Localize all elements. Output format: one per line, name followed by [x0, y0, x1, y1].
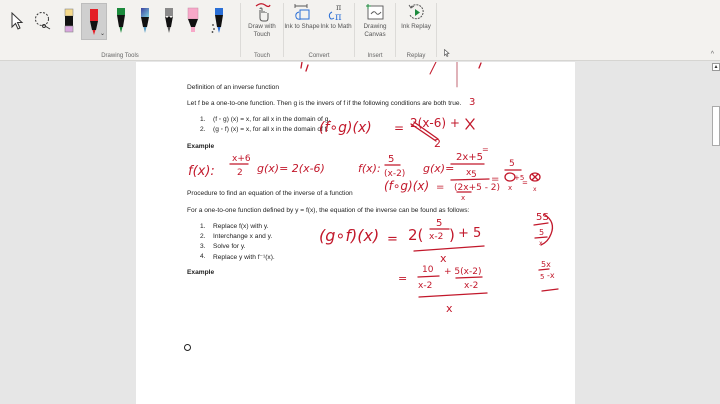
select-objects-button[interactable]: [7, 4, 29, 38]
svg-text:x: x: [440, 252, 447, 265]
pen-icon: [139, 7, 151, 35]
svg-text:g(x)= 2(x-6): g(x)= 2(x-6): [257, 162, 325, 175]
galaxy-pen-button[interactable]: [134, 4, 156, 38]
svg-text:2(: 2(: [408, 226, 424, 244]
collapse-ribbon-button[interactable]: ^: [710, 51, 714, 58]
ribbon: [0, 0, 720, 61]
svg-text:x: x: [539, 240, 543, 247]
ink-to-shape-button[interactable]: [284, 2, 320, 48]
example-1-heading: Example: [187, 143, 215, 150]
highlighter-icon: [186, 7, 200, 35]
step-4-num: 4.: [200, 253, 206, 260]
draw-with-touch-button[interactable]: [242, 2, 282, 48]
step-2-num: 2.: [200, 233, 206, 240]
step-3-num: 3.: [200, 243, 206, 250]
ink-to-shape-icon: [291, 2, 313, 22]
drawing-tools-group: [0, 0, 240, 61]
definition-paragraph: Let f be a one-to-one function. Then g is the invers of f if the following conditions are both true.: [187, 100, 462, 107]
lasso-select-button[interactable]: [32, 4, 54, 38]
ink-replay-icon: [405, 2, 427, 22]
svg-text:3: 3: [469, 97, 476, 108]
svg-text:+5: +5: [514, 174, 525, 182]
chevron-down-icon[interactable]: ⌄: [99, 31, 105, 37]
svg-text:(f∘g)(x): (f∘g)(x): [319, 120, 372, 136]
svg-text:-x: -x: [547, 271, 555, 280]
step-1-num: 1.: [200, 223, 206, 230]
svg-text:x: x: [446, 302, 453, 315]
replay-label: Replay: [406, 53, 426, 59]
svg-text:(f∘g)(x): (f∘g)(x): [384, 179, 430, 193]
touch-group: [241, 0, 283, 61]
drawing-canvas-icon: [364, 2, 386, 22]
ink-to-math-button[interactable]: [318, 2, 354, 48]
definition-heading: Definition of an inverse function: [187, 84, 280, 91]
ink-to-shape-label: Ink to Shape: [284, 23, 320, 30]
svg-text:x: x: [533, 186, 537, 193]
svg-text:(g∘f)(x): (g∘f)(x): [319, 226, 380, 245]
svg-text:5: 5: [540, 273, 545, 281]
draw-with-touch-label: Draw with Touch: [248, 23, 276, 38]
convert-label: Convert: [308, 53, 330, 59]
step-4-text: Replace y with f⁻¹(x).: [213, 254, 275, 261]
step-2-text: Interchange x and y.: [213, 233, 273, 240]
svg-text:=: =: [436, 182, 445, 193]
condition-2-text: (g ◦ f) (x) = x, for all x in the domain of f.: [213, 126, 329, 133]
vertical-scrollbar[interactable]: [711, 62, 720, 404]
svg-text:π: π: [336, 3, 342, 12]
red-pen-button[interactable]: [81, 3, 107, 40]
svg-text:(x-2): (x-2): [384, 169, 406, 179]
document-page[interactable]: [136, 62, 575, 404]
svg-text:=: =: [387, 232, 398, 247]
replay-group: [396, 0, 436, 61]
svg-text:5S: 5S: [536, 212, 549, 223]
svg-text:10: 10: [422, 265, 434, 275]
svg-text:π: π: [335, 12, 342, 22]
step-1-text: Replace f(x) with y.: [213, 223, 269, 230]
mouse-pointer-icon: [444, 49, 450, 57]
svg-text:(2x+5 - 2): (2x+5 - 2): [454, 183, 501, 193]
gray-pen-button[interactable]: [158, 4, 180, 38]
condition-1-text: (f ◦ g) (x) = x, for all x in the domain of g.: [213, 116, 331, 123]
convert-group: [284, 0, 354, 61]
eraser-icon: [63, 8, 75, 34]
action-pen-button[interactable]: [207, 4, 229, 38]
insert-group: [355, 0, 395, 61]
pen-icon: [163, 7, 175, 35]
pink-highlighter-button[interactable]: [182, 4, 204, 38]
svg-text:5: 5: [509, 159, 515, 169]
pen-icon: [88, 8, 100, 36]
ink-to-math-icon: [325, 2, 347, 22]
pen-icon: [115, 7, 127, 35]
svg-text:g(x)=: g(x)=: [423, 162, 455, 175]
procedure-paragraph: For a one-to-one function defined by y = f(x), the equation of the inverse can be found as follows:: [187, 207, 470, 214]
touch-label: Touch: [253, 53, 270, 59]
svg-text:x-2: x-2: [464, 281, 479, 291]
insert-label: Insert: [367, 53, 383, 59]
svg-text:x: x: [466, 168, 472, 178]
scrollbar-thumb[interactable]: [712, 106, 720, 146]
ink-replay-button[interactable]: [396, 2, 436, 48]
svg-text:=: =: [398, 272, 408, 285]
svg-text:x: x: [508, 184, 513, 192]
svg-text:x+6: x+6: [232, 154, 251, 164]
action-pen-icon: [211, 7, 225, 35]
svg-text:=: =: [491, 174, 500, 185]
svg-text:5: 5: [388, 154, 395, 165]
example-2-heading: Example: [187, 269, 215, 276]
lasso-icon: [33, 11, 53, 31]
svg-text:5x: 5x: [541, 260, 551, 269]
svg-text:2(x-6) +: 2(x-6) +: [410, 116, 460, 130]
svg-text:): ): [449, 226, 455, 244]
arrow-cursor-icon: [10, 12, 26, 30]
ink-replay-label: Ink Replay: [401, 23, 431, 30]
svg-text:f(x):: f(x):: [358, 162, 381, 175]
pen-cursor-icon: [184, 344, 191, 351]
draw-with-touch-icon: [251, 2, 273, 22]
drawing-canvas-button[interactable]: [355, 2, 395, 48]
svg-text:+ 5(x-2): + 5(x-2): [444, 267, 482, 277]
svg-text:x-2: x-2: [418, 281, 433, 291]
svg-text:x-2: x-2: [429, 232, 444, 242]
scroll-up-button[interactable]: ▴: [712, 63, 720, 71]
svg-text:+ 5: + 5: [458, 226, 482, 241]
procedure-heading: Procedure to find an equation of the inverse of a function: [187, 190, 353, 197]
svg-text:2: 2: [434, 137, 441, 150]
svg-text:5: 5: [471, 170, 477, 180]
condition-2-num: 2.: [200, 126, 206, 133]
drawing-canvas-label: Drawing Canvas: [363, 23, 387, 38]
ink-to-math-label: Ink to Math: [320, 23, 352, 30]
svg-text:5: 5: [539, 228, 545, 237]
eraser-button[interactable]: [58, 4, 80, 38]
step-3-text: Solve for y.: [213, 243, 246, 250]
condition-1-num: 1.: [200, 116, 206, 123]
svg-text:2x+5: 2x+5: [456, 152, 484, 163]
svg-text:=: =: [394, 121, 405, 135]
green-pen-button[interactable]: [110, 4, 132, 38]
svg-text:=: =: [482, 145, 489, 154]
svg-text:x: x: [461, 194, 466, 202]
svg-text:2: 2: [237, 168, 243, 178]
drawing-tools-label: Drawing Tools: [101, 53, 139, 59]
svg-text:f(x):: f(x):: [188, 164, 215, 179]
svg-text:=: =: [522, 179, 528, 187]
svg-text:5: 5: [436, 218, 443, 229]
